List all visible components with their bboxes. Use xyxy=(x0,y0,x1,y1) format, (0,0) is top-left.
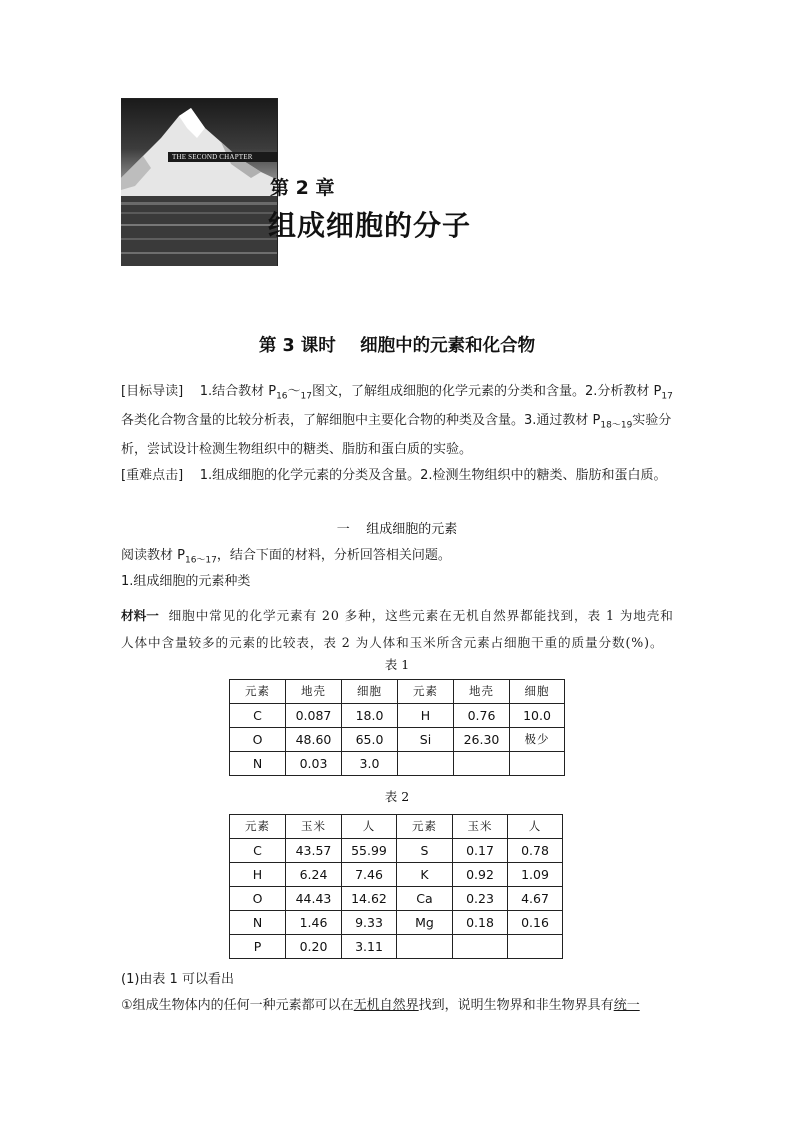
table-cell: 1.09 xyxy=(508,863,563,887)
table-row xyxy=(230,704,565,728)
table-cell: 18.0 xyxy=(342,704,398,728)
goals-text-2: ～ xyxy=(287,384,301,399)
intro-text-1: 阅读教材 P xyxy=(121,548,185,563)
table-cell: Ca xyxy=(397,887,453,911)
table-cell xyxy=(454,752,510,776)
table1-header-row xyxy=(230,680,565,704)
table-row xyxy=(230,911,563,935)
table-cell: 10.0 xyxy=(510,704,565,728)
table-cell: S xyxy=(397,839,453,863)
q1-text-b: 找到，说明生物界和非生物界具有 xyxy=(418,998,614,1013)
table-header-cell: 元素 xyxy=(230,680,286,704)
goals-sub-3: 17 xyxy=(661,391,673,402)
table-cell: 0.17 xyxy=(453,839,508,863)
table-row xyxy=(230,935,563,959)
table-cell xyxy=(508,935,563,959)
key-points-label: [重难点击] xyxy=(121,468,184,483)
chapter-title: 组成细胞的分子 xyxy=(268,209,472,242)
table-cell: N xyxy=(230,752,286,776)
table-cell xyxy=(510,752,565,776)
table-cell: O xyxy=(230,887,286,911)
table2-caption: 表 2 xyxy=(384,789,410,804)
table-cell: 0.20 xyxy=(286,935,342,959)
lesson-title: 第 3 课时 细胞中的元素和化合物 xyxy=(258,336,536,356)
table-cell: C xyxy=(230,839,286,863)
material-text: 细胞中常见的化学元素有 20 多种，这些元素在无机自然界都能找到，表 1 为地壳和人体中含量较多的元素的比较表，表 2 为人体和玉米所含元素占细胞干重的质量分数(%)。 xyxy=(121,608,674,650)
table-cell: P xyxy=(230,935,286,959)
goals-text-1: 1.结合教材 P xyxy=(199,384,277,399)
intro-sub: 16～17 xyxy=(184,555,217,566)
table-header-cell: 元素 xyxy=(398,680,454,704)
goals-text-4: 各类化合物含量的比较分析表，了解细胞中主要化合物的种类及含量。3.通过教材 P xyxy=(121,413,601,429)
table-row xyxy=(230,863,563,887)
goals-sub-2: 17 xyxy=(300,391,312,402)
table-cell: 0.76 xyxy=(454,704,510,728)
table-cell: 0.16 xyxy=(508,911,563,935)
table-cell: 0.92 xyxy=(453,863,508,887)
table-header-cell: 元素 xyxy=(397,815,453,839)
table-cell: Si xyxy=(398,728,454,752)
table-cell: 9.33 xyxy=(342,911,397,935)
table-header-cell: 元素 xyxy=(230,815,286,839)
goals-sub-1: 16 xyxy=(276,391,288,402)
section-title: 一 组成细胞的元素 xyxy=(336,522,458,537)
goals-text-3: 图文，了解组成细胞的化学元素的分类和含量。2.分析教材 P xyxy=(312,384,662,399)
table-cell: 43.57 xyxy=(286,839,342,863)
table-cell: 极少 xyxy=(510,728,565,752)
table2 xyxy=(229,814,563,959)
chapter-image-frame xyxy=(121,98,278,266)
intro-text-2: ，结合下面的材料，分析回答相关问题。 xyxy=(216,548,451,563)
table-cell: 0.03 xyxy=(286,752,342,776)
table-header-cell: 地壳 xyxy=(454,680,510,704)
table-cell: 7.46 xyxy=(342,863,397,887)
table-cell: Mg xyxy=(397,911,453,935)
table-row xyxy=(230,839,563,863)
table-header-cell: 人 xyxy=(342,815,397,839)
table-cell: 55.99 xyxy=(342,839,397,863)
material-lead: 材料一 xyxy=(121,608,159,623)
table-cell: 14.62 xyxy=(342,887,397,911)
table-cell xyxy=(397,935,453,959)
table-cell: 0.18 xyxy=(453,911,508,935)
section-subheading: 1.组成细胞的元素种类 xyxy=(121,574,251,589)
table-cell xyxy=(398,752,454,776)
table-header-cell: 地壳 xyxy=(286,680,342,704)
chapter-band-text: THE SECOND CHAPTER xyxy=(172,153,253,161)
key-points xyxy=(121,464,676,489)
table-header-cell: 玉米 xyxy=(286,815,342,839)
table-cell: N xyxy=(230,911,286,935)
table-cell: H xyxy=(230,863,286,887)
table-cell: 65.0 xyxy=(342,728,398,752)
table-header-cell: 细胞 xyxy=(510,680,565,704)
table-cell: 0.087 xyxy=(286,704,342,728)
table-header-cell: 细胞 xyxy=(342,680,398,704)
table-cell xyxy=(453,935,508,959)
question-1-lead: (1)由表 1 可以看出 xyxy=(121,972,234,987)
table-cell: 44.43 xyxy=(286,887,342,911)
table-row xyxy=(230,887,563,911)
learning-goals xyxy=(121,380,676,463)
table-row xyxy=(230,728,565,752)
key-points-text: 1.组成细胞的化学元素的分类及含量。2.检测生物组织中的糖类、脂肪和蛋白质。 xyxy=(199,468,667,483)
table1 xyxy=(229,679,565,776)
table2-header-row xyxy=(230,815,563,839)
q1-text-a: ①组成生物体内的任何一种元素都可以在 xyxy=(121,998,354,1013)
table-cell: K xyxy=(397,863,453,887)
table-cell: 4.67 xyxy=(508,887,563,911)
table-cell: C xyxy=(230,704,286,728)
goals-text-5: 实验分析，尝试设计检测生物组织中的糖类、脂肪和蛋白质的实验。 xyxy=(121,413,672,458)
table-cell: 26.30 xyxy=(454,728,510,752)
table-header-cell: 人 xyxy=(508,815,563,839)
table-header-cell: 玉米 xyxy=(453,815,508,839)
table-cell: 6.24 xyxy=(286,863,342,887)
table-cell: 1.46 xyxy=(286,911,342,935)
table-cell: O xyxy=(230,728,286,752)
table-row xyxy=(230,752,565,776)
q1-blank-b: 统一 xyxy=(613,998,640,1013)
table-cell: 3.0 xyxy=(342,752,398,776)
goals-sub-4: 18～19 xyxy=(600,420,633,431)
section-intro xyxy=(121,544,676,573)
table-cell: H xyxy=(398,704,454,728)
table-cell: 48.60 xyxy=(286,728,342,752)
material-one xyxy=(121,602,676,656)
question-1-line xyxy=(121,994,676,1019)
goals-label: [目标导读] xyxy=(121,384,184,399)
table1-caption: 表 1 xyxy=(384,657,410,672)
table-cell: 0.78 xyxy=(508,839,563,863)
table-cell: 0.23 xyxy=(453,887,508,911)
q1-blank-a: 无机自然界 xyxy=(353,998,419,1013)
chapter-number: 第 2 章 xyxy=(270,177,335,199)
table-cell: 3.11 xyxy=(342,935,397,959)
